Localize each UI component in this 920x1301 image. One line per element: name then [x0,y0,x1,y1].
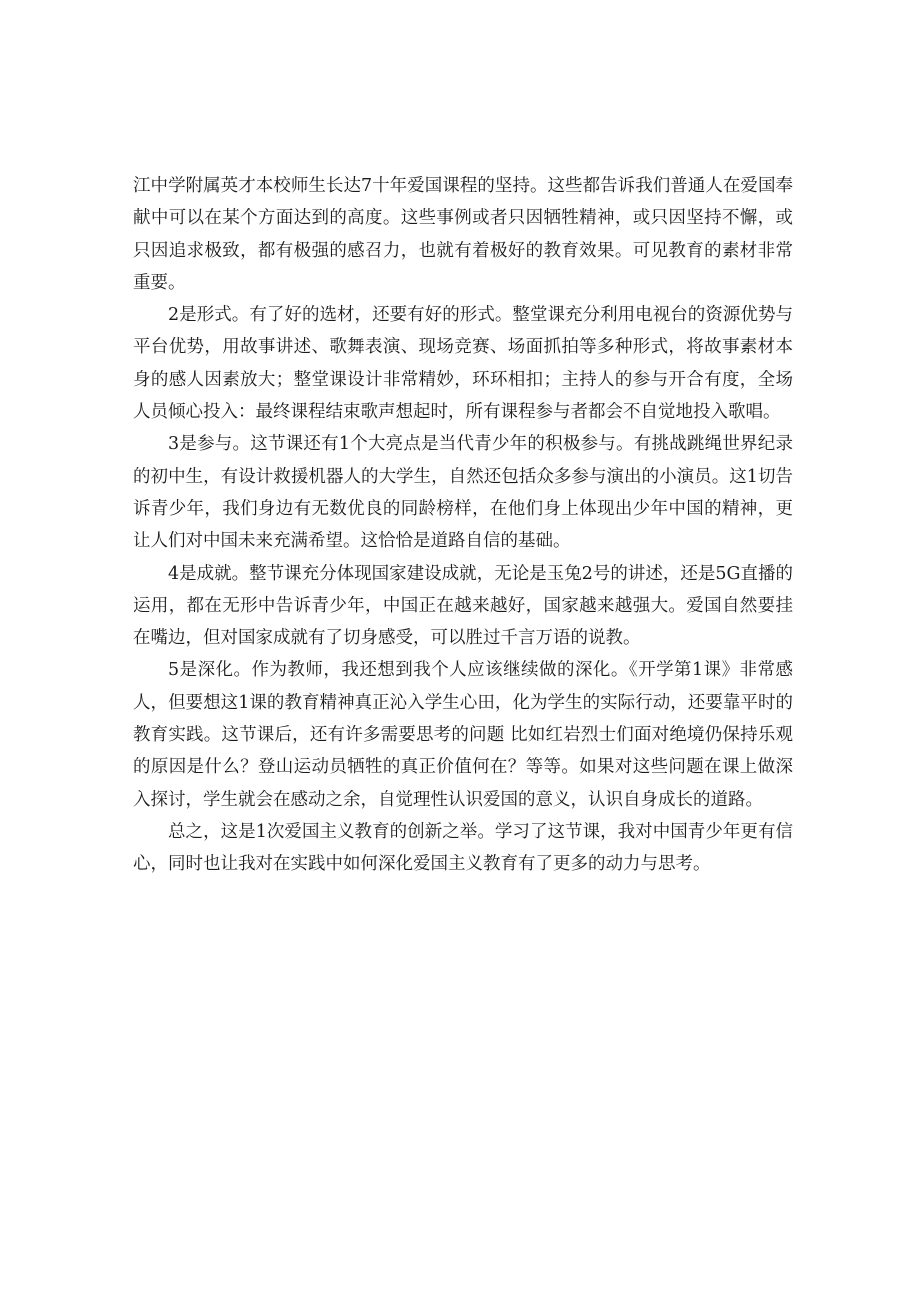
paragraph-conclusion: 总之，这是1次爱国主义教育的创新之举。学习了这节课，我对中国青少年更有信心，同时也让我对在实践中如何深化爱国主义教育有了更多的动力与思考。 [133,821,793,875]
document-body [133,170,793,881]
paragraph-point-2-form: 2是形式。有了好的选材，还要有好的形式。整堂课充分利用电视台的资源优势与平台优势，用故事讲述、歌舞表演、现场竞赛、场面抓拍等多种形式，将故事素材本身的感人因素放大；整堂课设计非常精妙，环环相扣；主持人的参与开合有度，全场人员倾心投入：最终课程结束歌声想起时，所有课程参与者都会不自觉地投入歌唱。 [133,305,793,423]
paragraph-point-3-participation: 3是参与。这节课还有1个大亮点是当代青少年的积极参与。有挑战跳绳世界纪录的初中生，有设计救援机器人的大学生，自然还包括众多参与演出的小演员。这1切告诉青少年，我们身边有无数优良的同龄榜样，在他们身上体现出少年中国的精神，更让人们对中国未来充满希望。这恰恰是道路自信的基础。 [133,434,793,552]
paragraph-point-5-deepening: 5是深化。作为教师，我还想到我个人应该继续做的深化。《开学第1课》非常感人，但要想这1课的教育精神真正沁入学生心田，化为学生的实际行动，还要靠平时的教育实践。这节课后，还有许多需要思考的问题 比如红岩烈士们面对绝境仍保持乐观的原因是什么？登山运动员牺牲的真正价值何在？等等。如果对这些问题在课上做深入探讨，学生就会在感动之余，自觉理性认识爱国的意义，认识自身成长的道路。 [133,660,793,810]
paragraph-continuation: 江中学附属英才本校师生长达7十年爱国课程的坚持。这些都告诉我们普通人在爱国奉献中可以在某个方面达到的高度。这些事例或者只因牺牲精神，或只因坚持不懈，或只因追求极致，都有极强的感召力，也就有着极好的教育效果。可见教育的素材非常重要。 [133,176,793,293]
paragraph-point-4-achievement: 4是成就。整节课充分体现国家建设成就，无论是玉兔2号的讲述，还是5G直播的运用，都在无形中告诉青少年，中国正在越来越好，国家越来越强大。爱国自然要挂在嘴边，但对国家成就有了切身感受，可以胜过千言万语的说教。 [133,563,793,649]
